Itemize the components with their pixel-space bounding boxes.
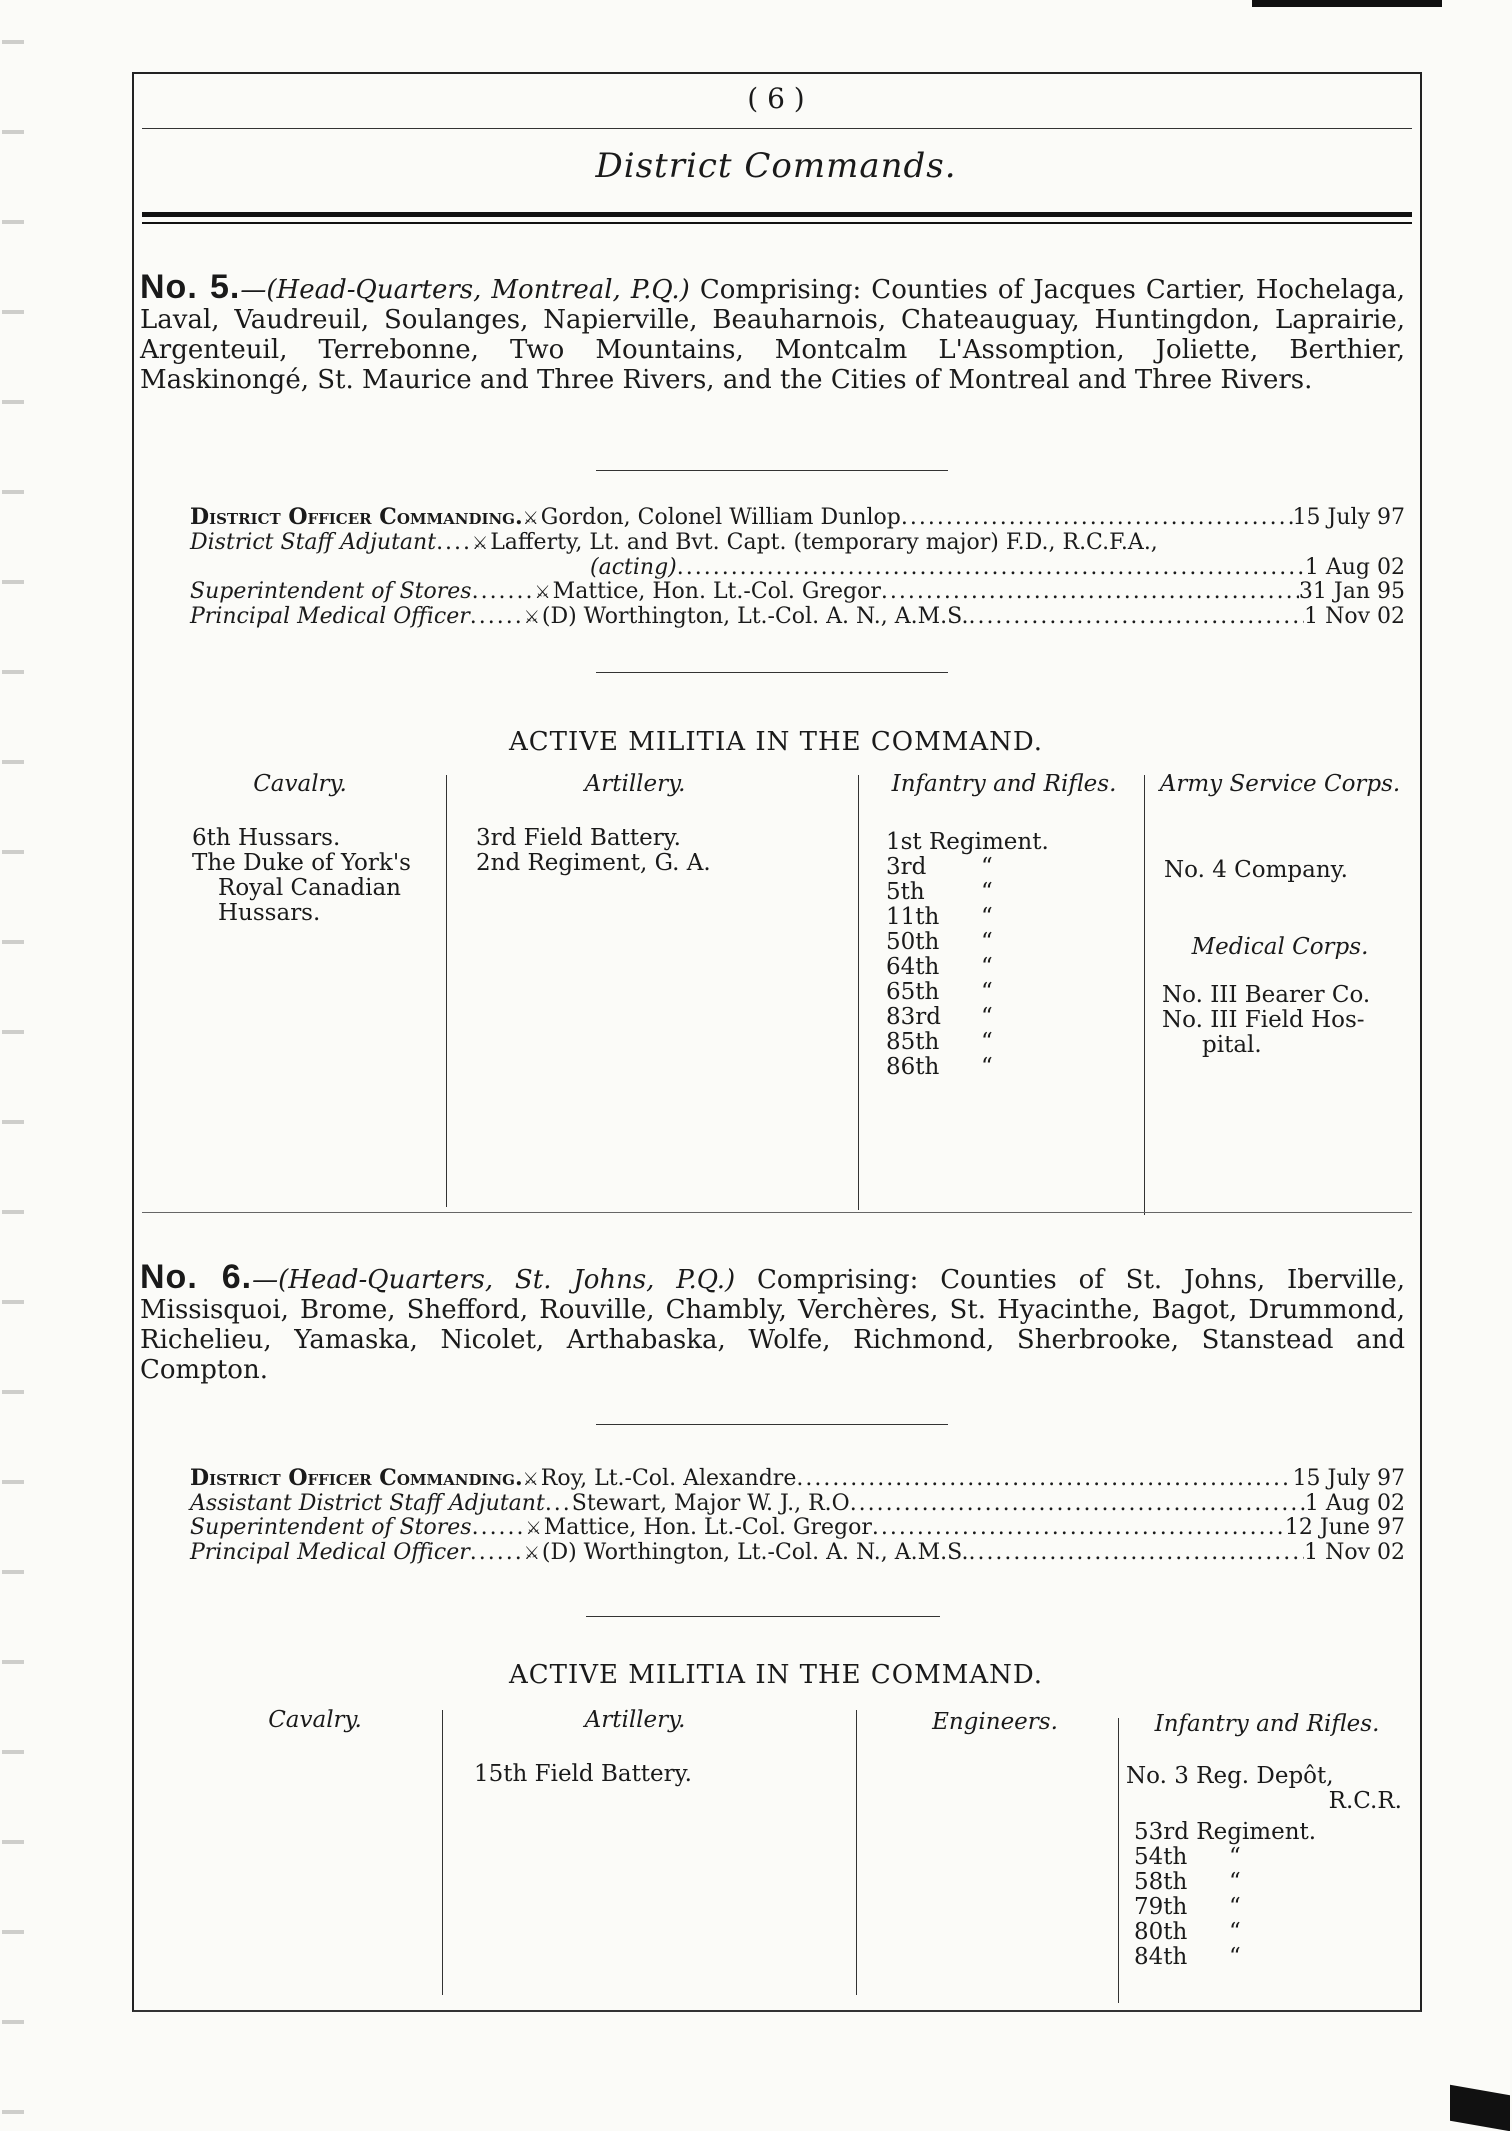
column-divider <box>858 775 859 1210</box>
staff-date: 15 July 97 <box>1292 1466 1405 1491</box>
list-item: No. 4 Company. <box>1164 857 1348 883</box>
section-rule <box>596 1424 948 1425</box>
staff-row: District Staff Adjutant .... ⚔ Lafferty, Lt. and Bvt. Capt. (temporary major) F.D., R.C.F.A., <box>190 530 1158 555</box>
crossed-swords-icon: ⚔ <box>525 1518 542 1539</box>
district-5-headquarters: —(Head-Quarters, Montreal, P.Q.) <box>240 275 690 305</box>
scan-edge-artifact <box>2 0 24 2130</box>
leader-dots <box>881 580 1299 604</box>
leader-dots <box>796 1467 1292 1491</box>
staff-person: Mattice, Hon. Lt.-Col. Gregor <box>552 579 881 604</box>
list-item: No. 3 Reg. Depôt, <box>1126 1763 1334 1789</box>
staff-row: Assistant District Staff Adjutant ... Stewart, Major W. J., R.O ..... 1 Aug 02 <box>190 1492 1405 1516</box>
leader-dots <box>968 605 1304 629</box>
infantry-list <box>1126 1764 1402 1970</box>
staff-person: Stewart, Major W. J., R.O <box>571 1491 850 1516</box>
infantry-heading: Infantry and Rifles. <box>1154 1711 1380 1737</box>
staff-role: District Officer Commanding. <box>190 504 523 530</box>
district-6-counties: Comprising: Counties of St. Johns, Iberville, Missisquoi, Brome, Shefford, Rouville, Chambly, Verchères, St. Hyacinthe, Bagot, Drummond, Richelieu, Yamaska, Nicolet, Arthabaska, Wolfe, Richmond, Sherbrooke, Stanstead and Compton. <box>140 1265 1406 1385</box>
page-number: ( 6 ) <box>747 82 805 115</box>
district-5-number: No. 5. <box>140 268 241 306</box>
staff-role: Principal Medical Officer <box>190 604 470 629</box>
section-rule <box>596 672 948 673</box>
list-item: 53rd Regiment. <box>1134 1819 1317 1845</box>
list-item: 15th Field Battery. <box>474 1761 692 1787</box>
leader-dots <box>850 1492 1305 1516</box>
column-divider <box>1144 775 1145 1215</box>
medical-list <box>1162 983 1370 1058</box>
staff-row: Principal Medical Officer ...... ⚔ (D) Worthington, Lt.-Col. A. N., A.M.S. ..... 1 Nov 02 <box>190 605 1405 630</box>
list-item: 65th “ <box>886 979 993 1005</box>
column-divider <box>856 1710 857 1995</box>
double-rule-thin <box>142 222 1412 224</box>
column-divider <box>1118 1718 1119 2003</box>
district-6-militia-heading: ACTIVE MILITIA IN THE COMMAND. <box>508 1660 1044 1690</box>
cavalry-list <box>192 826 411 926</box>
list-item: R.C.R. <box>1328 1788 1402 1814</box>
scan-corner-mark <box>1450 2085 1510 2131</box>
list-item: Hussars. <box>218 900 321 926</box>
running-title: District Commands. <box>595 146 957 186</box>
list-item: No. III Field Hos- <box>1162 1007 1365 1033</box>
staff-date: 1 Nov 02 <box>1304 604 1405 629</box>
list-item: Royal Canadian <box>218 875 401 901</box>
staff-person: Lafferty, Lt. and Bvt. Capt. (temporary major) F.D., R.C.F.A., <box>490 530 1158 555</box>
staff-role: Superintendent of Stores <box>190 1515 472 1540</box>
staff-row: Superintendent of Stores ...... ⚔ Mattice, Hon. Lt.-Col. Gregor ..... 12 June 97 <box>190 1516 1405 1541</box>
staff-person: Mattice, Hon. Lt.-Col. Gregor <box>543 1515 872 1540</box>
staff-row <box>190 1466 1405 1492</box>
staff-person: Gordon, Colonel William Dunlop <box>540 505 901 530</box>
list-item: 11th “ <box>886 904 993 930</box>
district-5-counties: Comprising: Counties of Jacques Cartier, Hochelaga, Laval, Vaudreuil, Soulanges, Napierville, Beauharnois, Chateauguay, Huntingdon, Laprairie, Argenteuil, Terrebonne, Two Mountains, Montcalm L'Assomption, Joliette, Berthier, Maskinongé, St. Maurice and Three Rivers, and the Cities of Montreal and Three Rivers. <box>140 275 1406 395</box>
engineers-heading: Engineers. <box>932 1709 1058 1735</box>
asc-list <box>1164 858 1348 883</box>
leader-dots <box>968 1541 1304 1565</box>
section-rule <box>596 470 948 471</box>
district-5-description <box>140 268 1406 395</box>
staff-person: Roy, Lt.-Col. Alexandre <box>540 1466 797 1491</box>
list-item: 83rd “ <box>886 1004 993 1030</box>
staff-row <box>190 505 1405 531</box>
district-6-headquarters: —(Head-Quarters, St. Johns, P.Q.) <box>252 1265 736 1295</box>
crossed-swords-icon: ⚔ <box>523 607 540 628</box>
list-item: 79th “ <box>1134 1894 1241 1920</box>
list-item: 1st Regiment. <box>886 829 1049 855</box>
district-divider-rule <box>142 1212 1412 1213</box>
staff-date: 1 Nov 02 <box>1304 1540 1405 1565</box>
crossed-swords-icon: ⚔ <box>523 1543 540 1564</box>
staff-person: (D) Worthington, Lt.-Col. A. N., A.M.S. <box>541 604 969 629</box>
artillery-list <box>474 1762 692 1787</box>
list-item: No. III Bearer Co. <box>1162 982 1371 1008</box>
double-rule-thick <box>142 212 1412 217</box>
leader-dots <box>872 1516 1285 1540</box>
staff-row: Superintendent of Stores ....... ⚔ Mattice, Hon. Lt.-Col. Gregor ..... 31 Jan 95 <box>190 580 1405 605</box>
staff-date: 12 June 97 <box>1284 1515 1405 1540</box>
staff-row-continuation <box>190 556 1405 580</box>
list-item: 5th “ <box>886 879 993 905</box>
header-rule <box>142 128 1412 129</box>
staff-continuation: (acting) <box>590 555 677 580</box>
section-rule <box>586 1616 940 1617</box>
list-item: 58th “ <box>1134 1869 1241 1895</box>
list-item: 54th “ <box>1134 1844 1241 1870</box>
staff-role: Assistant District Staff Adjutant <box>190 1491 545 1516</box>
list-item: 50th “ <box>886 929 993 955</box>
list-item: 86th “ <box>886 1054 993 1080</box>
column-divider <box>446 775 447 1207</box>
district-6-number: No. 6. <box>140 1258 253 1296</box>
staff-role: District Staff Adjutant <box>190 530 437 555</box>
leader-dots <box>901 506 1293 530</box>
crossed-swords-icon: ⚔ <box>522 1469 539 1490</box>
crossed-swords-icon: ⚔ <box>534 582 551 603</box>
list-item: pital. <box>1202 1032 1262 1058</box>
staff-person: (D) Worthington, Lt.-Col. A. N., A.M.S. <box>541 1540 969 1565</box>
asc-heading: Army Service Corps. <box>1159 771 1401 797</box>
list-item: 6th Hussars. <box>192 825 341 851</box>
staff-role: District Officer Commanding. <box>190 1465 523 1491</box>
list-item: The Duke of York's <box>192 850 411 876</box>
staff-role: Principal Medical Officer <box>190 1540 470 1565</box>
cavalry-heading: Cavalry. <box>268 1707 362 1733</box>
list-item: 80th “ <box>1134 1919 1241 1945</box>
district-5-militia-heading: ACTIVE MILITIA IN THE COMMAND. <box>508 727 1044 757</box>
staff-date: 31 Jan 95 <box>1298 579 1405 604</box>
district-6-staff <box>190 1466 1405 1566</box>
artillery-heading: Artillery. <box>584 771 686 797</box>
staff-date: 1 Aug 02 <box>1304 1491 1405 1516</box>
staff-role: Superintendent of Stores <box>190 579 472 604</box>
scan-top-mark <box>1252 0 1442 7</box>
district-6-description <box>140 1258 1406 1385</box>
medical-heading: Medical Corps. <box>1191 934 1369 960</box>
district-5-staff <box>190 505 1405 630</box>
staff-date: 1 Aug 02 <box>1304 555 1405 580</box>
list-item: 64th “ <box>886 954 993 980</box>
list-item: 85th “ <box>886 1029 993 1055</box>
staff-row: Principal Medical Officer ...... ⚔ (D) Worthington, Lt.-Col. A. N., A.M.S. ..... 1 Nov 02 <box>190 1541 1405 1566</box>
list-item: 84th “ <box>1134 1944 1241 1970</box>
list-item: 3rd “ <box>886 854 993 880</box>
leader-dots <box>677 556 1305 580</box>
artillery-heading: Artillery. <box>584 1707 686 1733</box>
cavalry-heading: Cavalry. <box>253 771 347 797</box>
crossed-swords-icon: ⚔ <box>522 508 539 529</box>
list-item: 2nd Regiment, G. A. <box>476 850 711 876</box>
artillery-list <box>476 826 711 876</box>
infantry-heading: Infantry and Rifles. <box>891 771 1117 797</box>
staff-date: 15 July 97 <box>1292 505 1405 530</box>
crossed-swords-icon: ⚔ <box>472 533 489 554</box>
infantry-list <box>886 830 1049 1080</box>
list-item: 3rd Field Battery. <box>476 825 681 851</box>
column-divider <box>442 1710 443 1995</box>
